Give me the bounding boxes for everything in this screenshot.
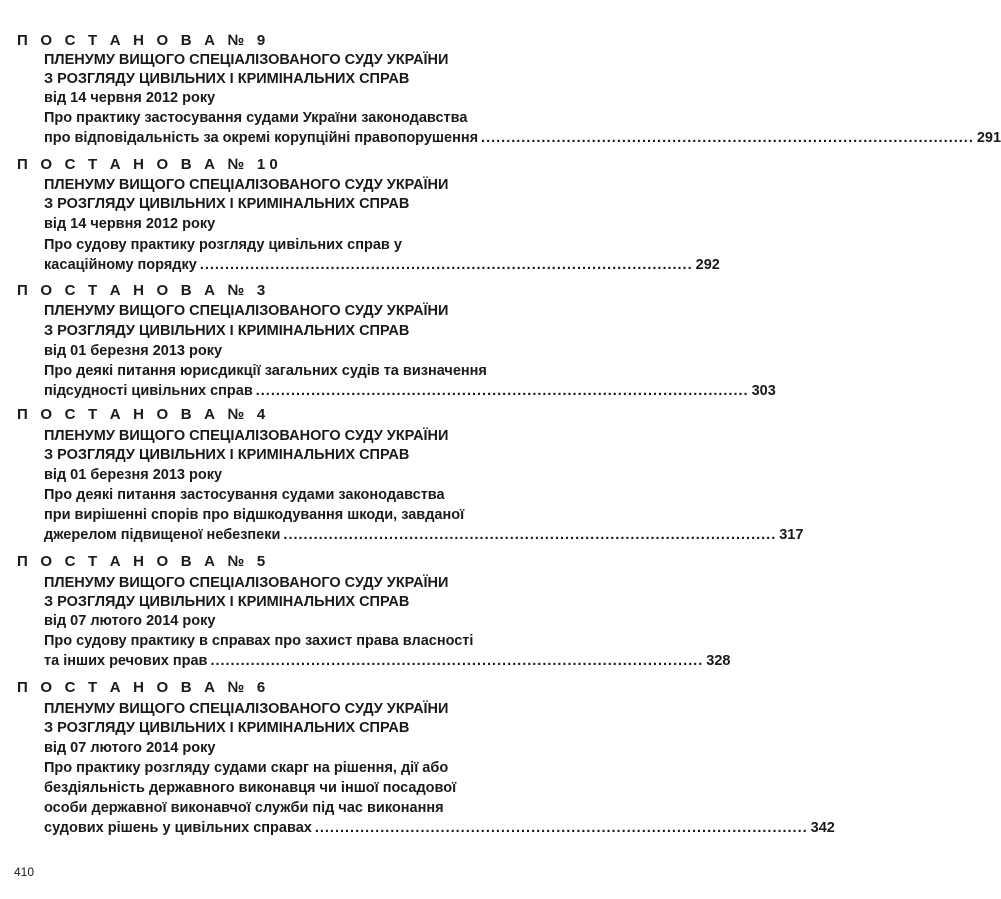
resolution-heading: П О С Т А Н О В А № 4 bbox=[17, 406, 270, 423]
court-name-line-1: ПЛЕНУМУ ВИЩОГО СПЕЦІАЛІЗОВАНОГО СУДУ УКРАЇНИ bbox=[44, 428, 449, 444]
court-name-line-1: ПЛЕНУМУ ВИЩОГО СПЕЦІАЛІЗОВАНОГО СУДУ УКРАЇНИ bbox=[44, 52, 449, 68]
resolution-heading: П О С Т А Н О В А № 9 bbox=[17, 32, 270, 49]
resolution-title-line: Про деякі питання юрисдикції загальних судів та визначення bbox=[44, 363, 487, 379]
resolution-title-text: джерелом підвищеної небезпеки bbox=[44, 527, 281, 543]
resolution-date: від 01 березня 2013 року bbox=[44, 343, 223, 359]
page-reference: 328 bbox=[706, 653, 731, 669]
resolution-title-line: Про практику розгляду судами скарг на рішення, дії або bbox=[44, 760, 449, 776]
resolution-title-text: підсудності цивільних справ bbox=[44, 383, 253, 399]
resolution-title-text: та інших речових прав bbox=[44, 653, 208, 669]
resolution-heading: П О С Т А Н О В А № 5 bbox=[17, 553, 270, 570]
court-name-line-2: З РОЗГЛЯДУ ЦИВІЛЬНИХ І КРИМІНАЛЬНИХ СПРАВ bbox=[44, 196, 410, 212]
footer-page-number: 410 bbox=[14, 865, 35, 879]
page-reference: 292 bbox=[695, 257, 720, 273]
resolution-date: від 14 червня 2012 року bbox=[44, 216, 216, 232]
resolution-date: від 07 лютого 2014 року bbox=[44, 613, 216, 629]
resolution-title-last-line bbox=[44, 526, 804, 544]
court-name-line-1: ПЛЕНУМУ ВИЩОГО СПЕЦІАЛІЗОВАНОГО СУДУ УКРАЇНИ bbox=[44, 701, 449, 717]
dot-leader: .................................................................................................. bbox=[255, 383, 749, 399]
page-reference: 342 bbox=[810, 820, 835, 836]
resolution-title-line: особи державної виконавчої служби під час виконання bbox=[44, 800, 444, 816]
resolution-title-line: Про деякі питання застосування судами законодавства bbox=[44, 487, 445, 503]
resolution-date: від 14 червня 2012 року bbox=[44, 90, 216, 106]
court-name-line-1: ПЛЕНУМУ ВИЩОГО СПЕЦІАЛІЗОВАНОГО СУДУ УКРАЇНИ bbox=[44, 177, 449, 193]
court-name-line-2: З РОЗГЛЯДУ ЦИВІЛЬНИХ І КРИМІНАЛЬНИХ СПРАВ bbox=[44, 720, 410, 736]
resolution-date: від 01 березня 2013 року bbox=[44, 467, 223, 483]
court-name-line-1: ПЛЕНУМУ ВИЩОГО СПЕЦІАЛІЗОВАНОГО СУДУ УКРАЇНИ bbox=[44, 303, 449, 319]
dot-leader: .................................................................................................. bbox=[210, 653, 704, 669]
resolution-heading: П О С Т А Н О В А № 3 bbox=[17, 282, 270, 299]
resolution-title-line: бездіяльність державного виконавця чи іншої посадової bbox=[44, 780, 457, 796]
resolution-title-text: касаційному порядку bbox=[44, 257, 197, 273]
dot-leader: .................................................................................................. bbox=[199, 257, 693, 273]
court-name-line-2: З РОЗГЛЯДУ ЦИВІЛЬНИХ І КРИМІНАЛЬНИХ СПРАВ bbox=[44, 71, 410, 87]
dot-leader: .................................................................................................. bbox=[481, 130, 974, 146]
resolution-title-text: судових рішень у цивільних справах bbox=[44, 820, 312, 836]
resolution-title-last-line bbox=[44, 256, 720, 274]
page-reference: 303 bbox=[751, 383, 776, 399]
resolution-title-last-line bbox=[44, 382, 776, 400]
dot-leader: .................................................................................................. bbox=[283, 527, 777, 543]
resolution-title-text: про відповідальність за окремі корупційні правопорушення bbox=[44, 130, 479, 146]
court-name-line-2: З РОЗГЛЯДУ ЦИВІЛЬНИХ І КРИМІНАЛЬНИХ СПРАВ bbox=[44, 594, 410, 610]
dot-leader: .................................................................................................. bbox=[314, 820, 808, 836]
resolution-title-line: Про практику застосування судами України законодавства bbox=[44, 110, 468, 126]
resolution-title-line: Про судову практику розгляду цивільних справ у bbox=[44, 237, 402, 253]
court-name-line-2: З РОЗГЛЯДУ ЦИВІЛЬНИХ І КРИМІНАЛЬНИХ СПРАВ bbox=[44, 323, 410, 339]
court-name-line-1: ПЛЕНУМУ ВИЩОГО СПЕЦІАЛІЗОВАНОГО СУДУ УКРАЇНИ bbox=[44, 575, 449, 591]
court-name-line-2: З РОЗГЛЯДУ ЦИВІЛЬНИХ І КРИМІНАЛЬНИХ СПРАВ bbox=[44, 447, 410, 463]
page-reference: 317 bbox=[779, 527, 804, 543]
resolution-title-last-line bbox=[44, 819, 835, 837]
resolution-heading: П О С Т А Н О В А № 6 bbox=[17, 679, 270, 696]
page-reference: 291 bbox=[976, 130, 1001, 146]
resolution-title-line: при вирішенні спорів про відшкодування шкоди, завданої bbox=[44, 507, 465, 523]
resolution-heading: П О С Т А Н О В А № 10 bbox=[17, 156, 282, 173]
resolution-title-line: Про судову практику в справах про захист права власності bbox=[44, 633, 474, 649]
resolution-title-last-line bbox=[44, 129, 1001, 147]
resolution-title-last-line bbox=[44, 652, 731, 670]
resolution-date: від 07 лютого 2014 року bbox=[44, 740, 216, 756]
